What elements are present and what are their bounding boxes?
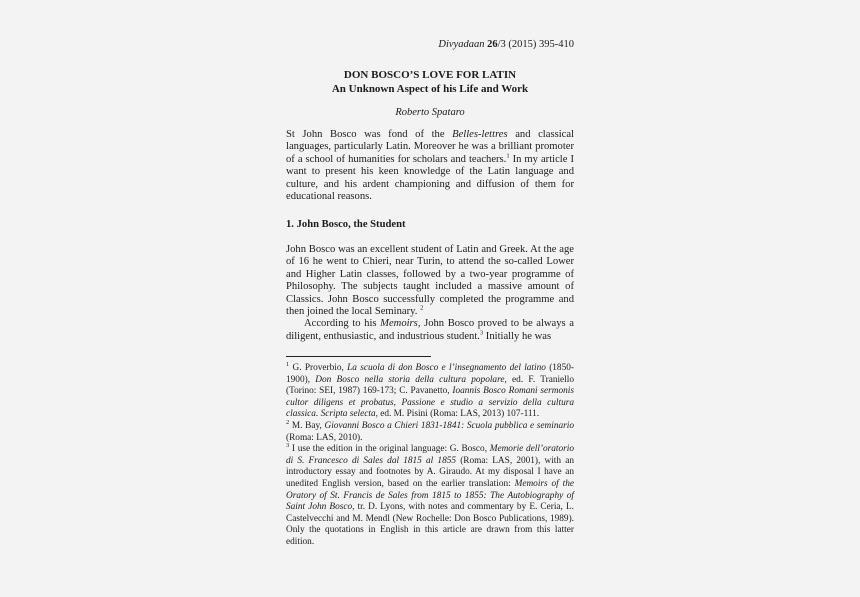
article-author: Roberto Spataro [395,107,465,118]
para2-text-3: Initially he was [483,330,552,342]
fn1-italic-f: Ioannis Bosco Romani sermonis cultor diligens et probatus, Passione e studio a servizio della cultura classica. Scripta selecta [286,386,574,420]
footnote-number: 2 [286,418,290,426]
fn1-text-c: (1850-1900), [286,363,574,385]
para2-text-2: , John Bosco proved to be always a diligent, enthusiastic, and industrious student. [286,318,574,342]
title-subtitle: An Unknown Aspect of his Life and Work [331,83,529,95]
footnote-number: 1 [286,360,290,368]
fn3-italic-b: Memorie dell’oratorio di S. Francesco di Sales dal 1815 al 1855 [286,444,574,466]
fn3-text-c: (Roma: LAS, 2001), with an introductory essay and footnotes by A. Giraudo. At my disposal I have an unedited English version, based on the earlier translation: [286,455,574,489]
fn1-italic-b: La scuola di don Bosco e l’insegnamento del latino [347,363,546,373]
footnote-ref-2[interactable]: 2 [420,304,424,312]
section-heading: 1. John Bosco, the Student [286,219,406,230]
footnote-ref-1[interactable]: 1 [506,152,510,160]
footnote-1 [286,360,574,421]
body-paragraph-1 [286,244,574,318]
article-title [286,68,574,96]
abstract-text-1: St John Bosco was fond of the [286,129,453,140]
fn2-text-c: (Roma: LAS, 2010). [286,432,363,443]
fn2-text-a: M. Bay, [289,420,325,431]
section-body [286,244,574,343]
footnote-number: 3 [286,442,290,450]
footnote-separator [286,356,431,357]
footnotes [286,360,575,549]
journal-volume: 26 [487,39,498,50]
fn3-italic-d: Memoirs of the Oratory of St. Francis de Sales from 1815 to 1855: The Autobiography of Saint John Bosco [286,478,575,513]
abstract-italic-1: Belles-lettres [452,129,508,140]
footnote-3 [286,444,574,548]
para2-text-1: According to his [304,318,381,330]
title-main: DON BOSCO’S LOVE FOR LATIN [343,69,517,81]
fn1-text-a: G. Proverbio, [289,363,348,373]
fn3-text-e: , tr. D. Lyons, with notes and commentary by E. Ceria, L. Castelvecchi and M. Mendl (New Rochelle: Don Bosco Publications, 1989). Only the quotations in English in this article are drawn from this latter edition. [286,502,574,547]
running-header [286,39,574,50]
para2-italic: Memoirs [380,318,418,330]
fn1-text-g: , ed. M. Pisini (Roma: LAS, 2013) 107-111. [375,409,540,420]
abstract-paragraph [286,129,574,203]
journal-name: Divyadaan [438,39,485,50]
abstract-text-3: In my article I want to present his keen knowledge of the Latin language and culture, and his ardent championing and diffusion of them for educational reasons. [286,153,574,203]
para1-text: John Bosco was an excellent student of Latin and Greek. At the age of 16 he went to Chieri, near Turin, to attend the so-called Lower and Higher Latin classes, followed by a two-year programme of Philosophy. The subjects taught included a massive amount of Classics. John Bosco successfully completed the programme and then joined the local Seminary. [286,244,574,318]
fn3-text-a: I use the edition in the original language: G. Bosco, [289,444,490,455]
journal-issue-pages: /3 (2015) 395-410 [497,39,574,50]
fn2-italic-b: Giovanni Bosco a Chieri 1831-1841: Scuola pubblica e seminario [324,420,574,431]
footnote-ref-3[interactable]: 3 [479,329,484,337]
footnote-2 [286,418,574,444]
body-paragraph-2 [286,318,574,343]
fn1-text-e: , ed. F. Traniello (Torino: SEI, 1987) 169-173; C. Pavanetto, [286,374,574,397]
fn1-italic-d: Don Bosco nella storia della cultura popolare [315,374,505,385]
abstract-text-2: and classical languages, particularly Latin. Moreover he was a brilliant promoter of a school of humanities for scholars and teachers. [286,129,574,165]
